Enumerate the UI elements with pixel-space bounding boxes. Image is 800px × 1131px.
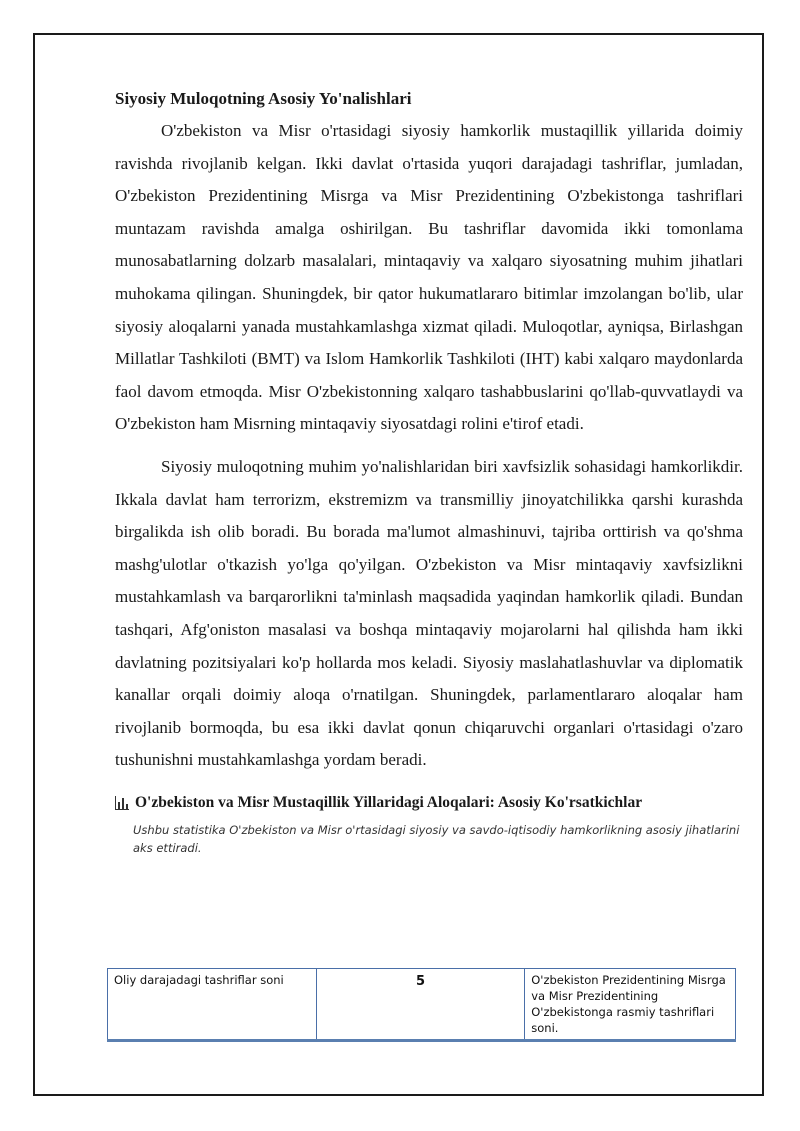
section-heading: Siyosiy Muloqotning Asosiy Yo'nalishlari: [115, 89, 412, 108]
stats-title-text: O'zbekiston va Misr Mustaqillik Yillaridagi Aloqalari: Asosiy Ko'rsatkichlar: [135, 793, 643, 811]
stats-description: Ushbu statistika O'zbekiston va Misr o'rtasidagi siyosiy va savdo-iqtisodiy hamkorlikning asosiy jihatlarini aks ettiradi.: [133, 822, 740, 855]
document-body: [115, 83, 743, 859]
note-cell: O'zbekiston Prezidentining Misrga va Misr Prezidentining O'zbekistonga rasmiy tashriflari soni.: [525, 969, 736, 1041]
stats-table: [107, 968, 736, 1042]
paragraph-2: Siyosiy muloqotning muhim yo'nalishlaridan biri xavfsizlik sohasidagi hamkorlikdir. Ikkala davlat ham terrorizm, ekstremizm va transmilliy jinoyatchilikka qarshi kurashda birgalikda ish olib boradi. Bu borada ma'lumot almashinuvi, tajriba orttirish va qo'shma mashg'ulotlar o'tkazish yo'lga qo'yilgan. O'zbekiston va Misr mintaqaviy xavfsizlikni mustahkamlash va barqarorlikni ta'minlash maqsadida yaqindan hamkorlik qiladi. Bundan tashqari, Afg'oniston masalasi va boshqa mintaqaviy mojarolarni hal qilishda ham ikki davlatning pozitsiyalari ko'p hollarda mos keladi. Siyosiy maslahatlashuvlar va diplomatik kanallar orqali doimiy aloqa o'rnatilgan. Shuningdek, parlamentlararo aloqalar ham rivojlanib bormoqda, bu esa ikki davlat qonun chiqaruvchi organlari o'rtasidagi o'zaro tushunishni mustahkamlashga yordam beradi.: [115, 456, 743, 770]
paragraph-1: O'zbekiston va Misr o'rtasidagi siyosiy hamkorlik mustaqillik yillarida doimiy ravishda rivojlanib kelgan. Ikki davlat o'rtasida yuqori darajadagi tashriflar, jumladan, O'zbekiston Prezidentining Misrga va Misr Prezidentining O'zbekistonga tashriflari muntazam ravishda amalga oshirilgan. Bu tashriflar davomida ikki tomonlama munosabatlarning dolzarb masalalari, mintaqaviy va xalqaro siyosatning muhim jihatlari muhokama qilingan. Shuningdek, bir qator hukumatlararo bitimlar imzolangan bo'lib, ular siyosiy aloqalarni yanada mustahkamlashga xizmat qiladi. Muloqotlar, ayniqsa, Birlashgan Millatlar Tashkiloti (BMT) va Islom Hamkorlik Tashkiloti (IHT) kabi xalqaro maydonlarda faol davom etmoqda. Misr O'zbekistonning xalqaro tashabbuslarini qo'llab-quvvatlaydi va O'zbekiston ham Misrning mintaqaviy siyosatdagi rolini e'tirof etadi.: [115, 121, 743, 434]
value-cell: 5: [316, 969, 525, 1041]
table-row: [108, 969, 736, 1041]
bar-chart-icon: [115, 796, 129, 810]
stats-title: [115, 791, 743, 815]
indicator-cell: Oliy darajadagi tashriflar soni: [108, 969, 317, 1041]
